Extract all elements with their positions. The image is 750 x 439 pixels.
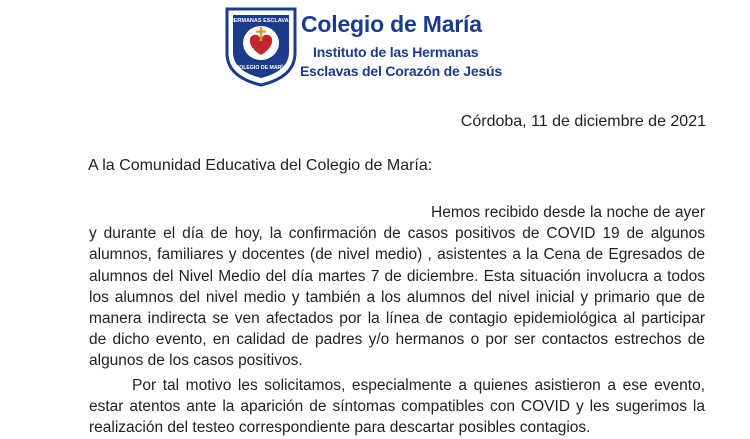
school-crest-icon — [223, 5, 299, 87]
letterhead — [215, 5, 545, 87]
letter-salutation: A la Comunidad Educativa del Colegio de María: — [88, 157, 433, 174]
crest-top-text: HERMANAS ESCLAVAS — [229, 18, 293, 24]
school-name: Colegio de María — [301, 11, 482, 37]
crest-bottom-text: COLEGIO DE MARÍA — [235, 65, 287, 71]
letter-paragraph-2: Por tal motivo les solicitamos, especialmente a quienes asistieron a ese evento, estar atentos ante la aparición de síntomas compatibles con COVID y les sugerimos la realización del testeo correspondiente para descartar posibles contagios. — [89, 377, 705, 437]
letter-paragraph-1: Hemos recibido desde la noche de ayer y durante el día de hoy, la confirmación de casos positivos de COVID 19 de algunos alumnos, familiares y docentes (de nivel medio) , asistentes a la Cena de Egresados de alumnos del Nivel Medio del día martes 7 de diciembre. Esta situación involucra a todos los alumnos del nivel medio y también a los alumnos del nivel inicial y primario que de manera indirecta se ven afectados por la línea de contagio epidemiológica al participar de dicho evento, en calidad de padres y/o hermanos o por ser contactos estrechos de algunos de los casos positivos. — [89, 204, 705, 370]
school-subtitle-line1: Instituto de las Hermanas — [313, 44, 479, 60]
letter-date: Córdoba, 11 de diciembre de 2021 — [460, 113, 706, 130]
school-subtitle-line2: Esclavas del Corazón de Jesús — [300, 63, 502, 79]
